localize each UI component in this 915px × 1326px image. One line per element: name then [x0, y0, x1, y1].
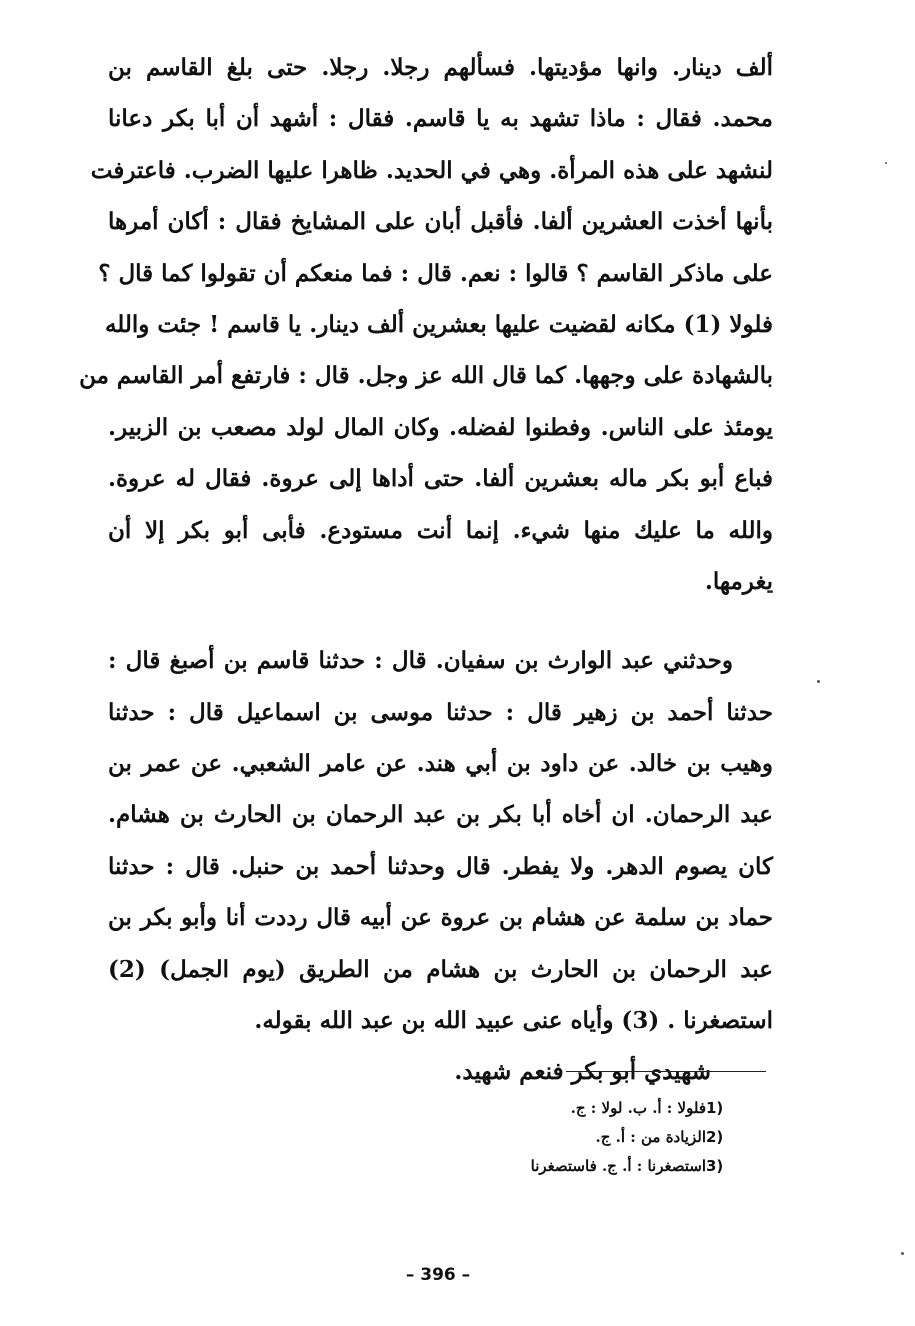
- text-line: حدثنا أحمد بن زهير قال : حدثنا موسى بن اسماعيل قال : حدثنا: [108, 698, 773, 726]
- paragraph-2: [108, 635, 773, 1098]
- footnote-number: 3): [706, 1157, 724, 1175]
- text-line: ألف دينار. وانها مؤديتها. فسألهم رجلا. رجلا. حتى بلغ القاسم بن: [108, 54, 773, 81]
- text-line: فلولا (1) مكانه لقضيت عليها بعشرين ألف دينار. يا قاسم ! جئت والله: [104, 310, 773, 338]
- text-line: والله ما عليك منها شيء. إنما أنت مستودع. فأبى أبو بكر إلا أن: [108, 516, 773, 544]
- footnote-text: الزيادة من : أ. ج.: [595, 1128, 706, 1146]
- text-line: عبد الرحمان بن الحارث بن هشام من الطريق (يوم الجمل) (2): [108, 955, 773, 983]
- text-line: عبد الرحمان. ان أخاه أبا بكر بن عبد الرحمان بن الحارث بن هشام.: [108, 801, 773, 829]
- footnote-number: 2): [706, 1128, 724, 1146]
- footnote-text: استصغرنا : أ. ج. فاستصغرنا: [530, 1157, 706, 1175]
- paragraph-gap: [108, 607, 773, 635]
- text-line: بالشهادة على وجهها. كما قال الله عز وجل. قال : فارتفع أمر القاسم من: [79, 362, 773, 390]
- text-line: على ماذكر القاسم ؟ قالوا : نعم. قال : فما منعكم أن تقولوا كما قال ؟: [98, 259, 773, 287]
- page-number: – 396 –: [405, 1265, 471, 1285]
- body-text: [79, 42, 773, 1098]
- paragraph-1: [79, 42, 773, 607]
- text-line: حماد بن سلمة عن هشام بن عروة عن أبيه قال رددت أنا وأبو بكر بن: [108, 904, 773, 932]
- footnote-text: فلولا : أ. ب. لولا : ج.: [570, 1099, 706, 1117]
- scan-speck: [901, 1252, 904, 1255]
- footnote-separator: [566, 1071, 766, 1072]
- text-line: يومئذ على الناس. وفطنوا لفضله. وكان المال لولد مصعب بن الزبير.: [108, 413, 773, 441]
- footnote-item: [420, 1123, 738, 1152]
- footnote-item: [420, 1152, 738, 1181]
- text-line: كان يصوم الدهر. ولا يفطر. قال وحدثنا أحمد بن حنبل. قال : حدثنا: [108, 852, 773, 880]
- text-line: محمد. فقال : ماذا تشهد به يا قاسم. فقال : أشهد أن أبا بكر دعانا: [108, 105, 773, 133]
- footnotes: [420, 1094, 738, 1181]
- verse-line: شهيدي أبو بكر فنعم شهيد.: [454, 1058, 711, 1086]
- text-line: لنشهد على هذه المرأة. وهي في الحديد. ظاهرا عليها الضرب. فاعترفت: [90, 156, 773, 184]
- text-line: فباع أبو بكر ماله بعشرين ألفا. حتى أداها إلى عروة. فقال له عروة.: [108, 465, 773, 493]
- text-line: وهيب بن خالد. عن داود بن أبي هند. عن عامر الشعبي. عن عمر بن: [108, 750, 773, 778]
- footnote-number: 1): [706, 1099, 724, 1117]
- text-line: استصغرنا . (3) وأياه عنى عبيد الله بن عبد الله بقوله.: [254, 1007, 773, 1035]
- footnote-item: [420, 1094, 738, 1123]
- scan-speck: [817, 680, 820, 683]
- scan-speck: [885, 162, 887, 164]
- text-line: يغرمها.: [704, 567, 773, 595]
- text-line: وحدثني عبد الوارث بن سفيان. قال : حدثنا قاسم بن أصبغ قال :: [108, 647, 733, 675]
- text-line: بأنها أخذت العشرين ألفا. فأقبل أبان على المشايخ فقال : أكان أمرها: [108, 208, 773, 236]
